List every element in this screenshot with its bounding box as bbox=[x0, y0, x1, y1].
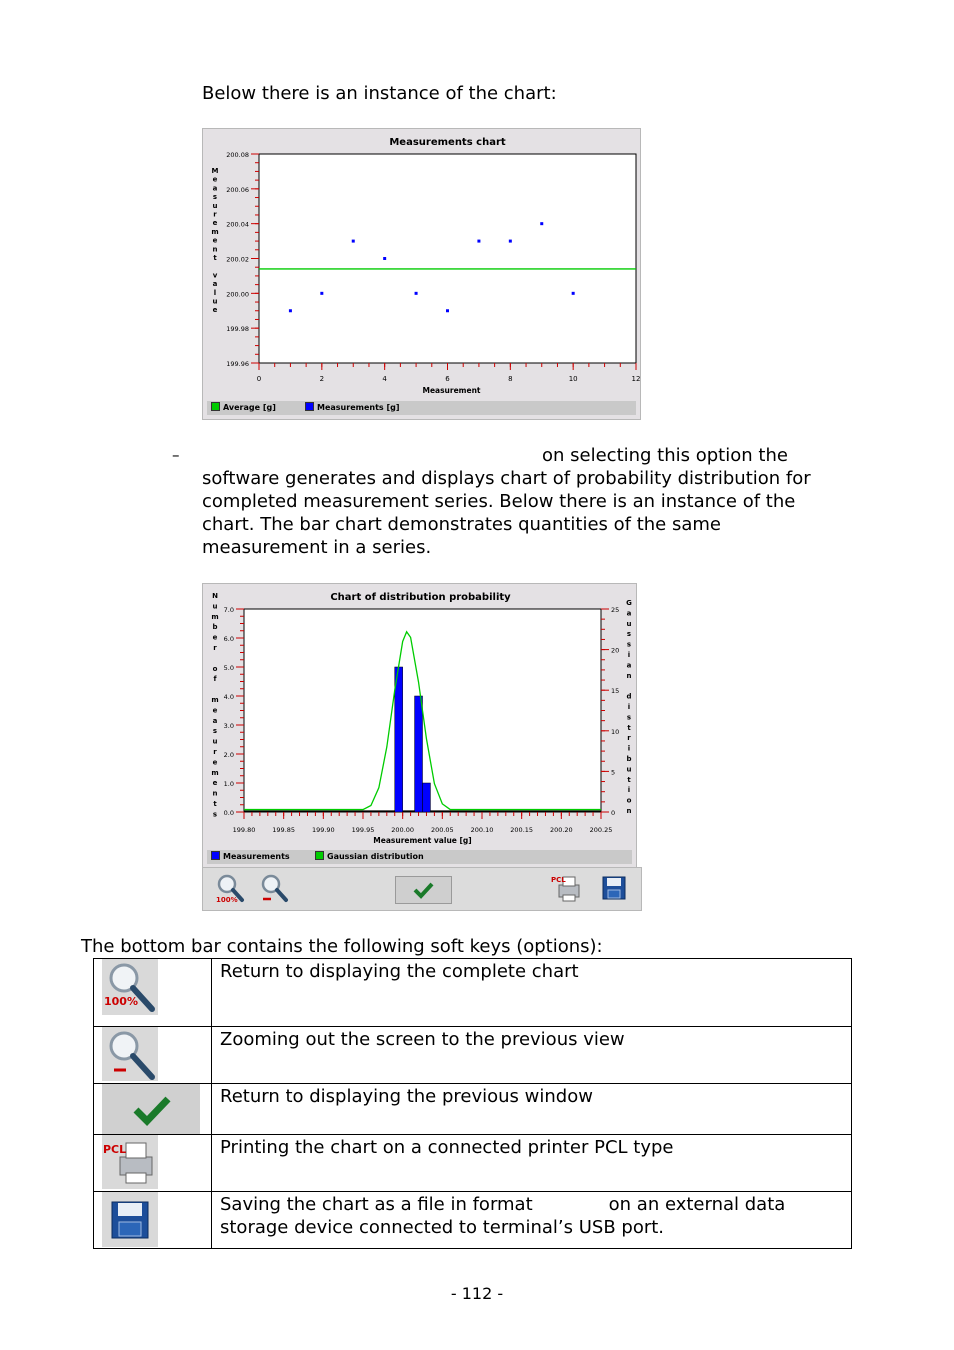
svg-text:u: u bbox=[212, 297, 218, 306]
checkmark-key bbox=[102, 1084, 200, 1134]
y2-tick-label: 5 bbox=[611, 768, 616, 777]
x-axis-label: Measurement bbox=[422, 386, 481, 395]
y2-tick-label: 10 bbox=[611, 727, 620, 736]
measurement-point bbox=[509, 240, 512, 243]
svg-text:l: l bbox=[213, 288, 217, 297]
para-line-2: software generates and displays chart of probability distribution for bbox=[202, 468, 811, 489]
x-tick-label: 8 bbox=[508, 375, 513, 383]
intro-text: Below there is an instance of the chart: bbox=[202, 83, 557, 104]
y-tick-label: 0.0 bbox=[223, 809, 234, 817]
svg-text:e: e bbox=[212, 306, 218, 315]
svg-text:G: G bbox=[626, 599, 632, 607]
y-tick-label: 7.0 bbox=[223, 606, 234, 614]
legend-gaussian: Gaussian distribution bbox=[327, 852, 424, 861]
measurement-bar bbox=[395, 667, 403, 812]
measurement-bar bbox=[415, 696, 423, 812]
x-tick-label: 2 bbox=[319, 375, 325, 383]
svg-text:o: o bbox=[212, 664, 218, 673]
plot-area bbox=[259, 154, 636, 363]
svg-text:r: r bbox=[213, 210, 217, 219]
x-tick-label: 200.05 bbox=[430, 826, 454, 834]
svg-text:s: s bbox=[626, 640, 632, 649]
y-tick-label: 1.0 bbox=[223, 780, 234, 788]
save-desc-b: on an external data bbox=[608, 1194, 786, 1215]
measurement-point bbox=[415, 292, 418, 295]
distribution-chart bbox=[203, 584, 636, 867]
chart1-legend bbox=[207, 401, 636, 415]
svg-text:o: o bbox=[626, 796, 632, 805]
soft-key-description bbox=[212, 1192, 852, 1249]
svg-text:100%: 100% bbox=[104, 995, 138, 1008]
svg-text:a: a bbox=[212, 280, 218, 289]
para-line-3: completed measurement series. Below there is an instance of the bbox=[202, 491, 796, 512]
svg-text:s: s bbox=[626, 630, 632, 639]
svg-text:m: m bbox=[211, 696, 219, 704]
svg-text:u: u bbox=[212, 737, 218, 746]
bullet-dash: – bbox=[172, 446, 180, 464]
svg-text:s: s bbox=[212, 193, 218, 202]
svg-text:f: f bbox=[213, 675, 217, 684]
y-axis-label bbox=[211, 167, 218, 314]
svg-text:s: s bbox=[212, 810, 218, 819]
zoom-100-button[interactable] bbox=[215, 873, 245, 903]
measurement-bar bbox=[423, 783, 431, 812]
chart-title: Measurements chart bbox=[389, 137, 506, 148]
x-tick-label: 200.15 bbox=[510, 826, 534, 834]
y-tick-label: 200.08 bbox=[226, 151, 249, 159]
measurement-point bbox=[477, 240, 480, 243]
measurement-point bbox=[289, 309, 292, 312]
x-tick-label: 0 bbox=[256, 375, 262, 383]
y2-axis-label bbox=[626, 599, 632, 815]
soft-key-description: Zooming out the screen to the previous view bbox=[212, 1027, 852, 1084]
svg-text:e: e bbox=[212, 175, 218, 184]
y-axis-label bbox=[211, 592, 218, 818]
legend-measurements: Measurements [g] bbox=[317, 403, 400, 412]
save-desc-a: Saving the chart as a file in format bbox=[220, 1194, 533, 1215]
legend-measurements-bar: Measurements bbox=[223, 852, 290, 861]
zoom-out-icon bbox=[102, 1027, 158, 1081]
checkmark-icon bbox=[396, 877, 451, 903]
y2-tick-label: 15 bbox=[611, 687, 620, 696]
table-row bbox=[94, 1135, 852, 1192]
svg-text:u: u bbox=[626, 765, 632, 774]
distribution-paragraph bbox=[202, 444, 862, 559]
distribution-chart-panel bbox=[202, 583, 637, 868]
zoom-100-key bbox=[102, 959, 158, 1015]
floppy-save-key bbox=[102, 1192, 158, 1248]
measurements-chart bbox=[203, 129, 640, 419]
chart-toolbar bbox=[202, 867, 642, 911]
svg-text:m: m bbox=[211, 768, 219, 777]
svg-text:r: r bbox=[213, 644, 217, 652]
print-button[interactable] bbox=[551, 873, 581, 903]
y-tick-label: 2.0 bbox=[223, 751, 234, 759]
x-tick-label: 200.25 bbox=[589, 826, 613, 834]
pcl-printer-key bbox=[102, 1135, 158, 1191]
zoom-out-button[interactable] bbox=[259, 873, 289, 903]
pcl-printer-icon bbox=[551, 873, 583, 903]
x-tick-label: 12 bbox=[631, 375, 640, 383]
soft-key-description: Return to displaying the complete chart bbox=[212, 959, 852, 1027]
x-tick-label: 200.10 bbox=[470, 826, 494, 834]
zoom-100-icon bbox=[102, 959, 158, 1015]
svg-text:n: n bbox=[212, 789, 218, 798]
floppy-save-icon bbox=[599, 873, 629, 903]
y2-tick-label: 20 bbox=[611, 646, 620, 655]
soft-keys-table bbox=[93, 958, 852, 1249]
bottom-bar-intro: The bottom bar contains the following soft keys (options): bbox=[81, 936, 603, 957]
svg-text:e: e bbox=[212, 633, 218, 642]
svg-text:i: i bbox=[627, 786, 631, 795]
zoom-100-icon bbox=[215, 873, 245, 903]
measurement-point bbox=[383, 257, 386, 260]
page-number: - 112 - bbox=[450, 1284, 504, 1303]
svg-text:t: t bbox=[627, 723, 631, 732]
svg-text:t: t bbox=[213, 800, 217, 808]
svg-text:u: u bbox=[626, 619, 632, 628]
svg-text:i: i bbox=[627, 744, 631, 753]
svg-text:PCL: PCL bbox=[551, 876, 566, 884]
y-tick-label: 199.96 bbox=[226, 360, 249, 368]
svg-text:v: v bbox=[212, 271, 218, 280]
save-desc-c: storage device connected to terminal’s USB port. bbox=[220, 1217, 665, 1238]
table-row bbox=[94, 1027, 852, 1084]
chart2-legend bbox=[207, 850, 632, 864]
x-tick-label: 6 bbox=[445, 375, 450, 383]
svg-text:b: b bbox=[626, 755, 632, 763]
x-tick-label: 199.95 bbox=[351, 826, 375, 834]
svg-text:n: n bbox=[626, 671, 632, 680]
measurement-point bbox=[320, 292, 323, 295]
svg-text:a: a bbox=[212, 184, 218, 193]
svg-text:u: u bbox=[212, 201, 218, 210]
ok-button[interactable] bbox=[395, 876, 452, 904]
svg-text:t: t bbox=[213, 254, 217, 262]
measurement-point bbox=[540, 222, 543, 225]
zoom-out-icon bbox=[259, 873, 289, 903]
x-tick-label: 200.20 bbox=[549, 826, 573, 834]
svg-text:e: e bbox=[212, 779, 218, 788]
checkmark-icon bbox=[102, 1084, 200, 1134]
y-tick-label: 200.06 bbox=[226, 185, 249, 194]
y-tick-label: 6.0 bbox=[223, 635, 234, 643]
table-row bbox=[94, 959, 852, 1027]
save-button[interactable] bbox=[599, 873, 629, 903]
floppy-save-icon bbox=[102, 1192, 158, 1247]
zoom-out-key bbox=[102, 1027, 158, 1083]
para-line-5: measurement in a series. bbox=[202, 537, 432, 558]
table-row bbox=[94, 1084, 852, 1135]
pcl-printer-icon bbox=[102, 1135, 158, 1189]
x-tick-label: 4 bbox=[382, 375, 387, 383]
svg-text:u: u bbox=[212, 602, 218, 611]
svg-text:100%: 100% bbox=[216, 896, 238, 903]
svg-text:e: e bbox=[212, 236, 218, 245]
x-tick-label: 199.90 bbox=[311, 826, 335, 834]
svg-text:n: n bbox=[626, 807, 632, 815]
measurements-chart-panel bbox=[202, 128, 641, 420]
svg-text:m: m bbox=[211, 612, 219, 621]
y2-tick-label: 25 bbox=[611, 606, 620, 614]
svg-text:N: N bbox=[212, 592, 218, 600]
svg-text:e: e bbox=[212, 758, 218, 767]
para-line-1: on selecting this option the bbox=[542, 445, 788, 466]
svg-text:e: e bbox=[212, 706, 218, 715]
svg-text:a: a bbox=[626, 609, 632, 618]
svg-text:a: a bbox=[212, 716, 218, 725]
y-tick-label: 200.00 bbox=[226, 290, 249, 299]
soft-key-description: Return to displaying the previous window bbox=[212, 1084, 852, 1135]
x-tick-label: 10 bbox=[568, 375, 578, 383]
svg-text:t: t bbox=[627, 775, 631, 784]
y-tick-label: 4.0 bbox=[223, 693, 234, 701]
svg-text:d: d bbox=[626, 692, 632, 701]
x-tick-label: 200.00 bbox=[391, 826, 415, 834]
x-axis-label: Measurement value [g] bbox=[373, 836, 472, 845]
y-tick-label: 5.0 bbox=[223, 664, 234, 672]
measurement-point bbox=[572, 292, 575, 295]
svg-text:M: M bbox=[211, 167, 219, 175]
svg-text:i: i bbox=[627, 651, 631, 659]
svg-text:m: m bbox=[211, 227, 219, 236]
svg-text:e: e bbox=[212, 219, 218, 228]
chart-title: Chart of distribution probability bbox=[330, 592, 511, 603]
soft-key-description: Printing the chart on a connected printer PCL type bbox=[212, 1135, 852, 1192]
svg-text:b: b bbox=[212, 623, 218, 632]
legend-average: Average [g] bbox=[223, 403, 276, 412]
y-tick-label: 200.04 bbox=[226, 220, 249, 229]
y2-tick-label: 0 bbox=[611, 809, 616, 817]
svg-text:r: r bbox=[627, 734, 631, 743]
y-tick-label: 200.02 bbox=[226, 255, 249, 264]
svg-text:i: i bbox=[627, 703, 631, 711]
x-tick-label: 199.85 bbox=[272, 826, 296, 834]
svg-text:n: n bbox=[212, 245, 218, 254]
y-tick-label: 3.0 bbox=[223, 722, 234, 730]
x-tick-label: 199.80 bbox=[232, 826, 256, 834]
svg-text:s: s bbox=[626, 713, 632, 722]
y-tick-label: 199.98 bbox=[226, 325, 249, 334]
svg-text:r: r bbox=[213, 748, 217, 756]
measurement-point bbox=[352, 240, 355, 243]
svg-text:a: a bbox=[626, 661, 632, 670]
table-row bbox=[94, 1192, 852, 1249]
svg-text:s: s bbox=[212, 727, 218, 736]
svg-text:PCL: PCL bbox=[103, 1143, 127, 1156]
para-line-4: chart. The bar chart demonstrates quantities of the same bbox=[202, 514, 721, 535]
measurement-point bbox=[446, 309, 449, 312]
